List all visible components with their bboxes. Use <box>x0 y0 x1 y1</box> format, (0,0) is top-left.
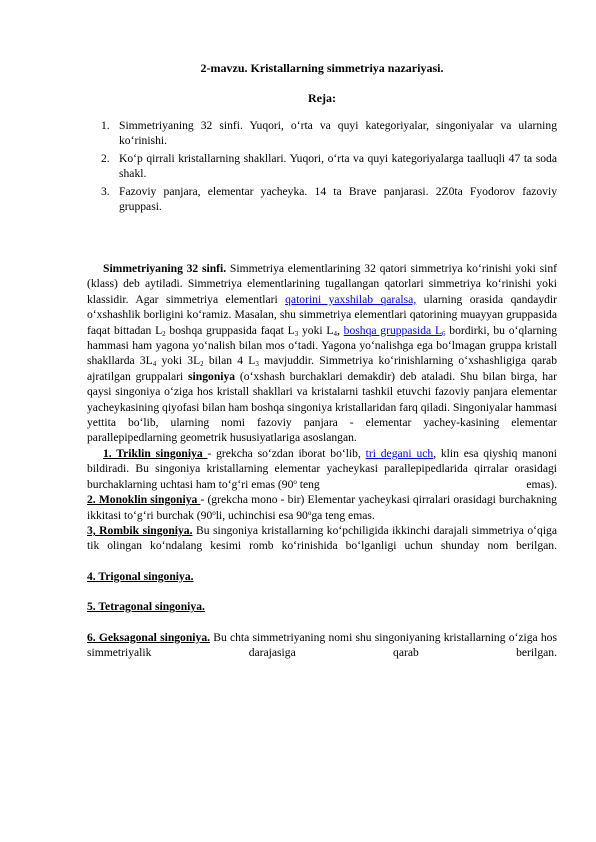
plan-item-text: Ko‘p qirrali kristallarning shakllari. Yuqori, o‘rta va quyi kategoriyalarga taalluqli 47 ta soda shakl. <box>119 151 557 181</box>
document-title: 2-mavzu. Kristallarning simmetriya nazariyasi. <box>200 61 444 75</box>
spacer <box>87 615 557 630</box>
link-boshqa-gruppasida[interactable] <box>344 324 446 337</box>
section-heading: 1. Triklin singoniya <box>103 446 208 460</box>
text-run: boshqa gruppasida faqat L <box>165 323 295 337</box>
paragraph-tetragonal <box>87 599 557 614</box>
document-body <box>87 261 557 660</box>
plan-item-number: 3. <box>101 184 110 198</box>
paragraph-rombik <box>87 523 557 554</box>
section-heading: 6. Geksagonal singoniya. <box>87 630 211 644</box>
subscript: 4 <box>333 329 337 338</box>
paragraph-32-classes <box>87 261 557 446</box>
paragraph-monoklin <box>87 492 557 523</box>
subscript: 4 <box>152 360 157 369</box>
text-run: - (grekcha mono - bir) Elementar yacheykasi qirralari orasidagi burchakning ikkitasi to‘g‘ri burchak (90 <box>87 493 557 522</box>
subscript: 6 <box>442 329 446 338</box>
bold-term: singoniya <box>188 369 236 383</box>
plan-item-text: Fazoviy panjara, elementar yacheyka. 14 ta Brave panjarasi. 2Z0ta Fyodorov fazoviy gruppasi. <box>119 184 557 214</box>
plan-list <box>87 118 557 216</box>
text-run: yoki 3L <box>156 354 201 368</box>
subscript: 3 <box>294 329 299 338</box>
paragraph-geksagonal <box>87 630 557 661</box>
paragraph-triklin <box>87 446 557 492</box>
superscript: o <box>212 508 216 517</box>
paragraph-lead: Simmetriyaning 32 sinfi. <box>103 262 227 275</box>
plan-item <box>87 184 557 215</box>
spacer <box>87 584 557 599</box>
text-run: Bu singoniya kristallarning ko‘pchiligida ikkinchi darajali simmetriya o‘qiga tik olingan ko‘ndalang kesimi romb ko‘rinishida bo‘lganligi uchun shunday nom berilgan. <box>87 523 558 553</box>
section-heading: 2. Monoklin singoniya <box>87 493 201 507</box>
section-heading: 3, Rombik singoniya. <box>87 523 193 537</box>
plan-item <box>87 118 557 149</box>
plan-item <box>87 151 557 182</box>
text-run: li, uchinchisi esa 90 <box>215 508 308 522</box>
spacer <box>87 554 557 569</box>
text-run: teng <box>296 477 320 491</box>
link-qatorini[interactable]: qatorini yaxshilab qaralsa, <box>285 292 417 306</box>
subscript: 3 <box>255 360 259 369</box>
subscript: 2 <box>162 329 166 338</box>
plan-item-number: 1. <box>101 119 110 132</box>
text-run: , klin esa qiyshiq manoni bildiradi. Bu singoniya kristallarning elementar yacheykasi parallepipedlarida qirralar orasidagi burchaklarning uchtasi ham to‘g‘ri emas (90 <box>87 446 557 491</box>
plan-heading: Reja: <box>308 91 336 105</box>
section-heading: 5. Tetragonal singoniya. <box>87 600 205 614</box>
subscript: 2 <box>200 360 204 369</box>
superscript: o <box>293 477 297 486</box>
text-run: emas). <box>526 477 557 491</box>
text-run: ularning orasida qandaydir o‘xshashlik borligini ko‘ramiz. Masalan, shu simmetriya elementlari qatorining muayyan gruppasida faqat bittadan L <box>87 292 557 337</box>
text-run: ga teng emas. <box>311 508 375 522</box>
text-run: yoki L <box>298 323 334 337</box>
plan-item-text: Simmetriyaning 32 sinfi. Yuqori, o‘rta va quyi kategoriyalar, singoniyalar va ularning ko‘rinishi. <box>119 119 557 148</box>
section-heading: 4. Trigonal singoniya. <box>87 569 194 583</box>
text-run: Bu chta simmetriyaning nomi shu singoniyaning kristallarning o‘ziga hos simmetriyalik darajasiga qarab berilgan. <box>87 630 557 659</box>
text-run: bordirki, bu o‘qlarning hammasi ham yagona yo‘nalish bilan mos o‘tadi. Yagona yo‘nalishga ega bo‘lmagan gruppa kristall shakllarda 3L <box>87 323 557 368</box>
link-tri-degani-uch[interactable]: tri degani uch <box>365 446 434 460</box>
text-run: bilan 4 L <box>203 354 256 368</box>
text-run: mavjuddir. Simmetriya ko‘rinishlarning o‘xshashligiga qarab ajratilgan gruppalari <box>87 354 557 383</box>
text-run: , <box>336 323 344 337</box>
superscript: o <box>307 508 312 517</box>
text-run: (o‘xshash burchaklari demakdir) deb ataladi. Shu bilan birga, har qaysi singoniya o‘ziga hos kristall shakllari va kristalarni tashkil etuvchi fazoviy panjara elementar yacheykasining qiyofasi bilan ham boshqa singoniya kristallaridan farq qiladi. Singoniyalar hammasi yettita bo‘lib, ularning nomi fazoviy panjara - elementar yachey-kasining elementar parallepipedlarning geometrik hususiyatlariga asoslangan. <box>87 369 557 445</box>
paragraph-trigonal <box>87 569 557 584</box>
text-run: Simmetriya elementlarining 32 qatori simmetriya ko‘rinishi yoki sinf (klass) deb aytiladi. Simmetriya elementlarining tugallangan qatorlari simmetriya ko‘rinishi yoki klassidir. Agar simmetriya elementlari <box>87 262 557 306</box>
text-run: - grekcha so‘zdan iborat bo‘lib, <box>207 446 366 460</box>
link-text: boshqa gruppasida L <box>343 323 443 337</box>
plan-item-number: 2. <box>101 151 110 165</box>
